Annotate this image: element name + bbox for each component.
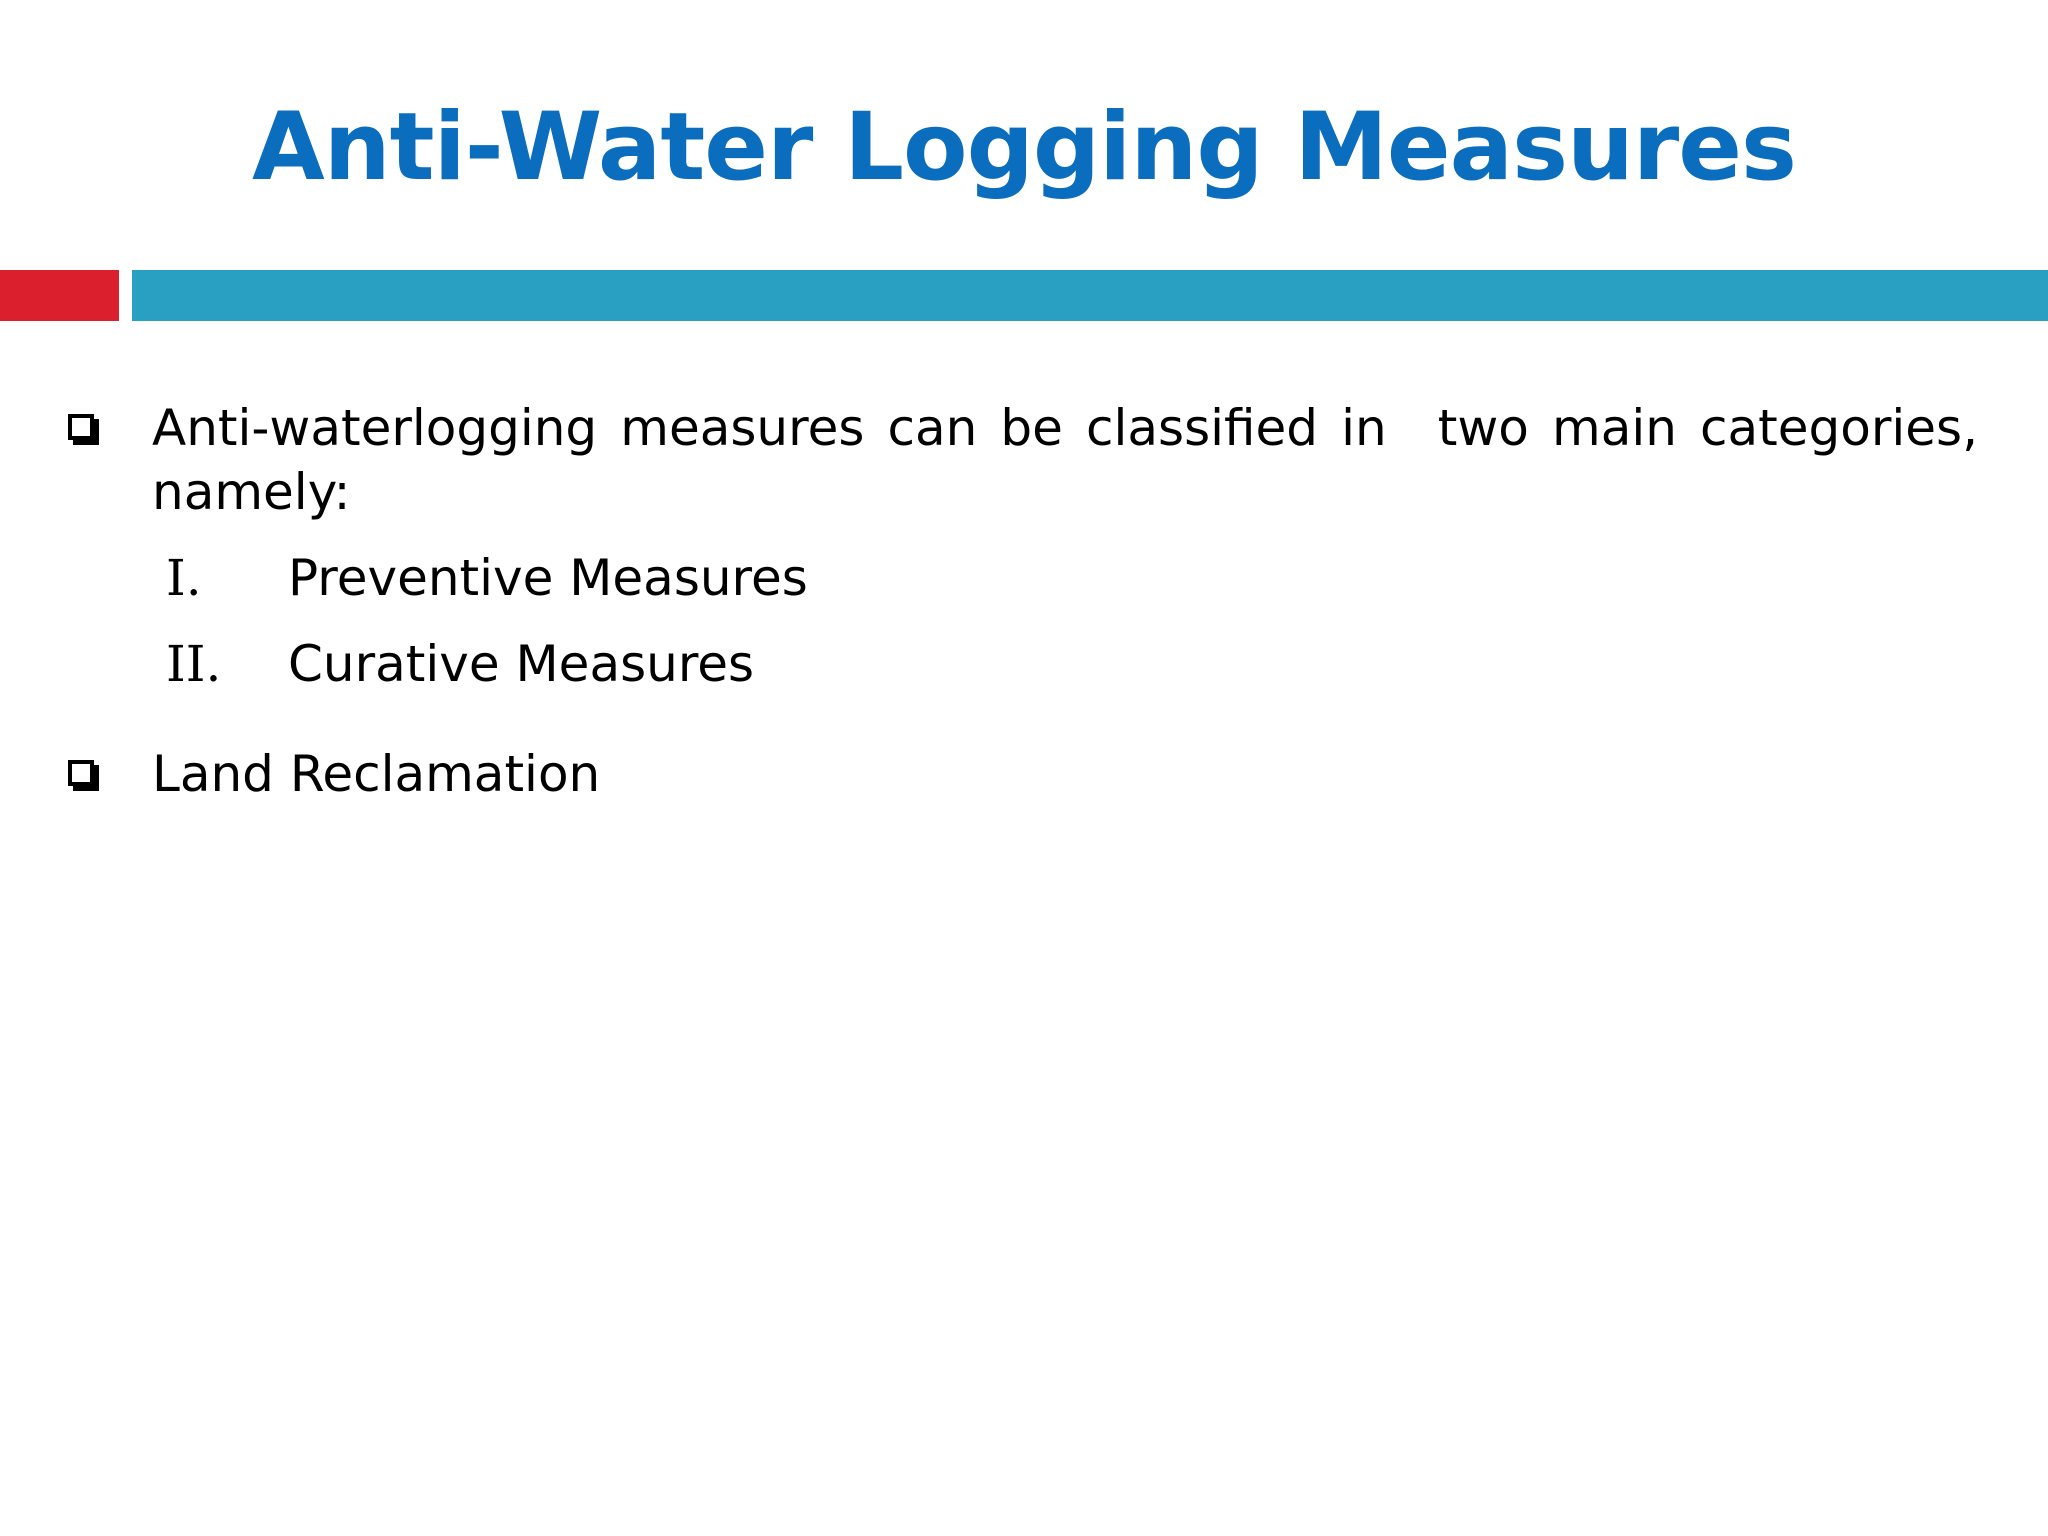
slide-title: Anti-Water Logging Measures — [251, 93, 1796, 202]
sub-item-label: Preventive Measures — [288, 549, 808, 607]
sub-item-label: Curative Measures — [288, 635, 755, 693]
accent-bar-red — [0, 270, 119, 321]
accent-bar-teal — [132, 270, 2048, 321]
roman-numeral: I. — [166, 549, 202, 607]
square-bullet-icon — [68, 760, 94, 786]
bullet-text: Land Reclamation — [152, 745, 601, 803]
square-bullet-icon — [68, 414, 94, 440]
roman-numeral: II. — [166, 635, 222, 693]
bullet-text-line: Anti-waterlogging measures can be classified in two main categories, — [152, 399, 1978, 457]
bullet-text-line: namely: — [152, 463, 351, 521]
bullet-text — [152, 396, 1978, 524]
